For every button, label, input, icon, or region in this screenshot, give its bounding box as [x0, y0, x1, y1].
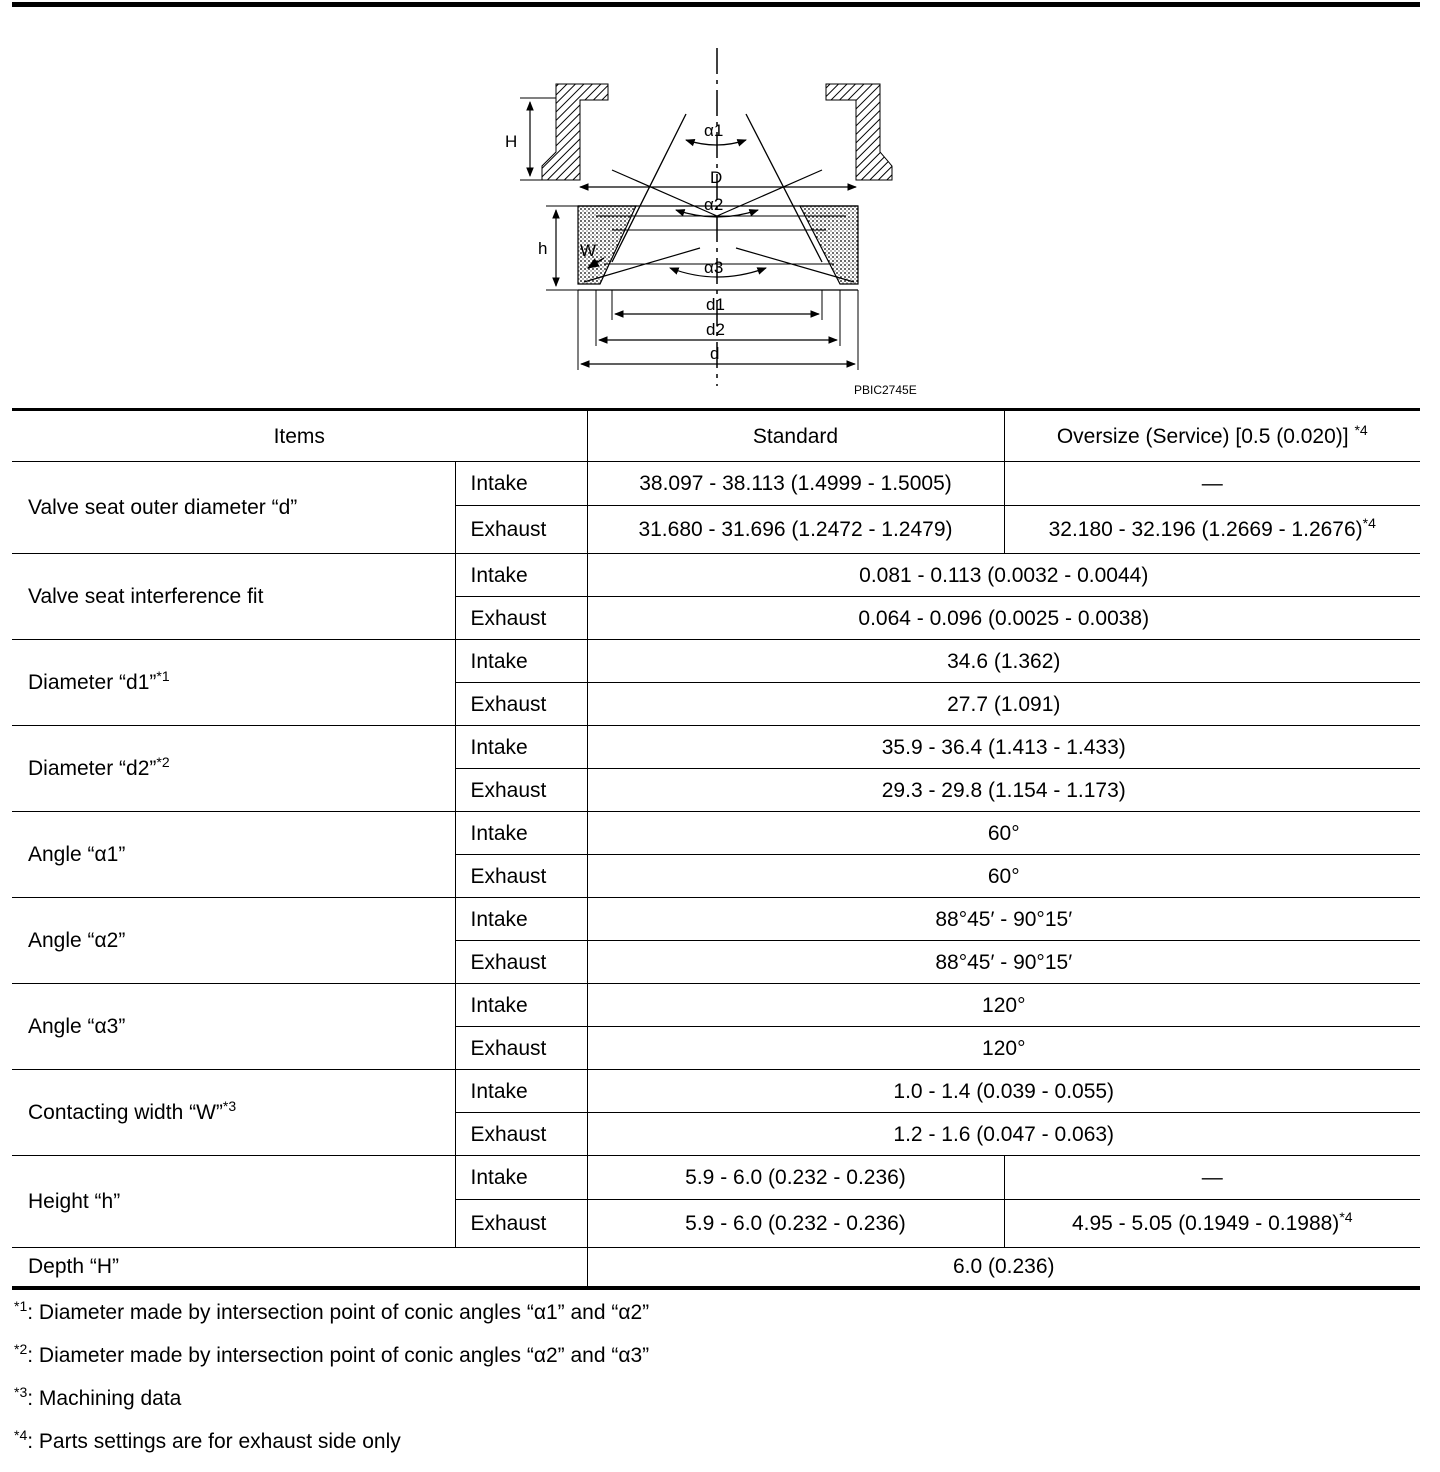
table-header-row: [12, 410, 1420, 462]
label-alpha1: α1: [704, 121, 724, 140]
footnote: $^{*1}$: Diameter made by intersection point of conic angles “α1” and “α2”: [14, 1298, 650, 1324]
footnote: $^{*3}$: Machining data: [14, 1384, 182, 1410]
exhaust-label: Exhaust: [455, 1200, 587, 1248]
exhaust-oversize: 4.95 - 5.05 (0.1949 - 0.1988)$^{*4}$: [1004, 1200, 1420, 1248]
footnote: $^{*4}$: Parts settings are for exhaust side only: [14, 1427, 401, 1453]
label-H: H: [505, 132, 518, 151]
label-d: d: [710, 344, 720, 363]
intake-value: 88°45′ - 90°15′: [587, 898, 1420, 941]
row-item-label: Height “h”: [12, 1156, 455, 1248]
table-row: [12, 898, 1420, 941]
intake-value: 35.9 - 36.4 (1.413 - 1.433): [587, 726, 1420, 769]
row-item-label: Angle “α2”: [12, 898, 455, 984]
exhaust-value: 88°45′ - 90°15′: [587, 941, 1420, 984]
row-item-label: Valve seat interference fit: [12, 554, 455, 640]
header-oversize: Oversize (Service) [0.5 (0.020)] $^{*4}$: [1004, 410, 1420, 462]
label-d1: d1: [706, 295, 725, 314]
figure-code: PBIC2745E: [854, 383, 917, 397]
exhaust-standard: 31.680 - 31.696 (1.2472 - 1.2479): [587, 506, 1004, 554]
row-item-label: Depth “H”: [12, 1248, 587, 1288]
intake-label: Intake: [455, 984, 587, 1027]
intake-label: Intake: [455, 726, 587, 769]
table-row: [12, 462, 1420, 506]
label-D: D: [710, 168, 723, 187]
exhaust-value: 29.3 - 29.8 (1.154 - 1.173): [587, 769, 1420, 812]
valve-seat-spec-table: [12, 408, 1420, 1290]
row-item-label: Angle “α1”: [12, 812, 455, 898]
footnote: $^{*2}$: Diameter made by intersection point of conic angles “α2” and “α3”: [14, 1341, 650, 1367]
intake-label: Intake: [455, 1156, 587, 1200]
exhaust-label: Exhaust: [455, 1027, 587, 1070]
header-standard: Standard: [587, 410, 1004, 462]
exhaust-label: Exhaust: [455, 506, 587, 554]
header-items: Items: [12, 410, 587, 462]
intake-label: Intake: [455, 462, 587, 506]
intake-value: 1.0 - 1.4 (0.039 - 0.055): [587, 1070, 1420, 1113]
intake-label: Intake: [455, 640, 587, 683]
exhaust-value: 1.2 - 1.6 (0.047 - 0.063): [587, 1113, 1420, 1156]
intake-oversize: —: [1004, 462, 1420, 506]
table-row: [12, 812, 1420, 855]
row-item-label: Diameter “d1”$^{*1}$: [12, 640, 455, 726]
intake-standard: 38.097 - 38.113 (1.4999 - 1.5005): [587, 462, 1004, 506]
intake-label: Intake: [455, 898, 587, 941]
top-rule: [12, 2, 1420, 7]
label-d2: d2: [706, 320, 725, 339]
table-row: [12, 640, 1420, 683]
exhaust-value: 120°: [587, 1027, 1420, 1070]
table-row: [12, 726, 1420, 769]
exhaust-label: Exhaust: [455, 769, 587, 812]
label-alpha3: α3: [704, 258, 724, 277]
intake-label: Intake: [455, 1070, 587, 1113]
label-h: h: [538, 239, 548, 258]
row-item-label: Valve seat outer diameter “d”: [12, 462, 455, 554]
head-right-hatch: [826, 84, 892, 180]
table-row: [12, 984, 1420, 1027]
exhaust-label: Exhaust: [455, 1113, 587, 1156]
exhaust-label: Exhaust: [455, 855, 587, 898]
intake-value: 60°: [587, 812, 1420, 855]
row-item-label: Angle “α3”: [12, 984, 455, 1070]
row-item-label: Contacting width “W”$^{*3}$: [12, 1070, 455, 1156]
intake-standard: 5.9 - 6.0 (0.232 - 0.236): [587, 1156, 1004, 1200]
label-alpha2: α2: [704, 195, 724, 214]
intake-oversize: —: [1004, 1156, 1420, 1200]
exhaust-label: Exhaust: [455, 941, 587, 984]
exhaust-label: Exhaust: [455, 683, 587, 726]
intake-label: Intake: [455, 812, 587, 855]
exhaust-value: 0.064 - 0.096 (0.0025 - 0.0038): [587, 597, 1420, 640]
exhaust-oversize: 32.180 - 32.196 (1.2669 - 1.2676)$^{*4}$: [1004, 506, 1420, 554]
exhaust-label: Exhaust: [455, 597, 587, 640]
footnotes: [14, 1300, 649, 1472]
valve-seat-diagram: [500, 40, 940, 402]
intake-value: 34.6 (1.362): [587, 640, 1420, 683]
label-W: W: [580, 241, 597, 260]
table-row: [12, 1248, 1420, 1288]
row-value: 6.0 (0.236): [587, 1248, 1420, 1288]
seat-right: [800, 206, 858, 284]
intake-value: 0.081 - 0.113 (0.0032 - 0.0044): [587, 554, 1420, 597]
intake-value: 120°: [587, 984, 1420, 1027]
table-row: [12, 1156, 1420, 1200]
exhaust-value: 27.7 (1.091): [587, 683, 1420, 726]
exhaust-standard: 5.9 - 6.0 (0.232 - 0.236): [587, 1200, 1004, 1248]
row-item-label: Diameter “d2”$^{*2}$: [12, 726, 455, 812]
table-row: [12, 554, 1420, 597]
table-row: [12, 1070, 1420, 1113]
intake-label: Intake: [455, 554, 587, 597]
exhaust-value: 60°: [587, 855, 1420, 898]
